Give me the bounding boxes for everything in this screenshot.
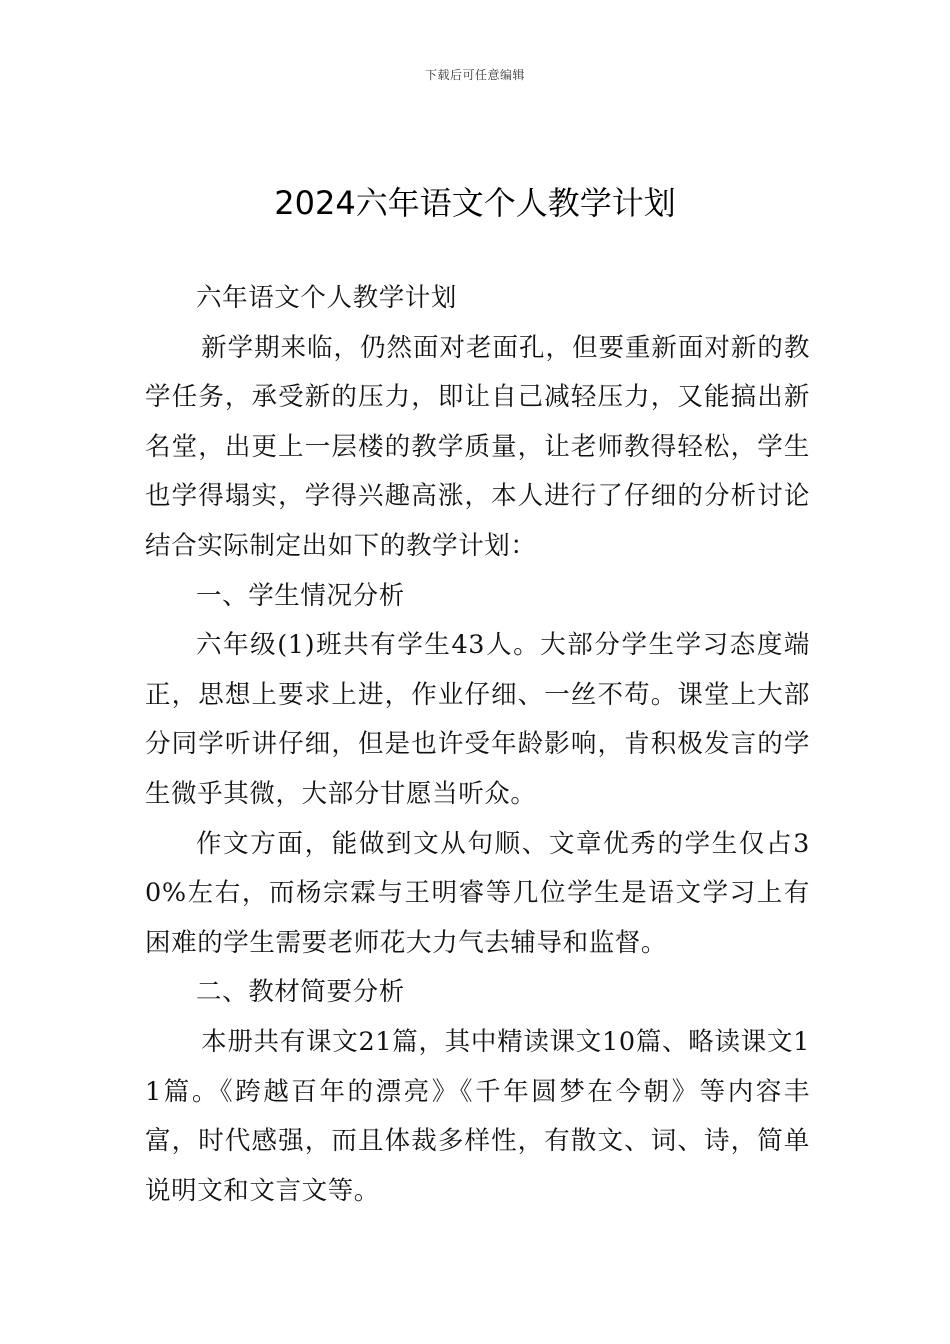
document-title: 2024六年语文个人教学计划: [274, 184, 676, 222]
header-note: 下载后可任意编辑: [424, 68, 525, 82]
intro-heading: 六年语文个人教学计划: [196, 283, 458, 313]
intro-paragraph: 新学期来临，仍然面对老面孔，但要重新面对新的教学任务，承受新的压力，即让自己减轻压力，又能搞出新名堂，出更上一层楼的教学质量，让老师教得轻松，学生也学得塌实，学得兴趣高涨，本人进行了仔细的分析讨论结合实际制定出如下的教学计划：: [145, 332, 810, 561]
student-analysis-paragraph: 六年级(1)班共有学生43人。大部分学生学习态度端正，思想上要求上进，作业仔细、一丝不苟。课堂上大部分同学听讲仔细，但是也许受年龄影响，肯积极发言的学生微乎其微，大部分甘愿当听众。: [145, 630, 810, 809]
document-body: [145, 274, 810, 1216]
textbook-analysis-paragraph: 本册共有课文21篇，其中精读课文10篇、略读课文11篇。《跨越百年的漂亮》《千年圆梦在今朝》等内容丰富，时代感强，而且体裁多样性，有散文、词、诗，简单说明文和文言文等。: [145, 1026, 810, 1206]
section-heading-textbook-analysis: 二、教材简要分析: [196, 977, 405, 1008]
composition-paragraph: 作文方面，能做到文从句顺、文章优秀的学生仅占30%左右，而杨宗霖与王明睿等几位学生是语文学习上有困难的学生需要老师花大力气去辅导和监督。: [145, 828, 810, 958]
section-heading-student-analysis: 一、学生情况分析: [196, 580, 405, 611]
